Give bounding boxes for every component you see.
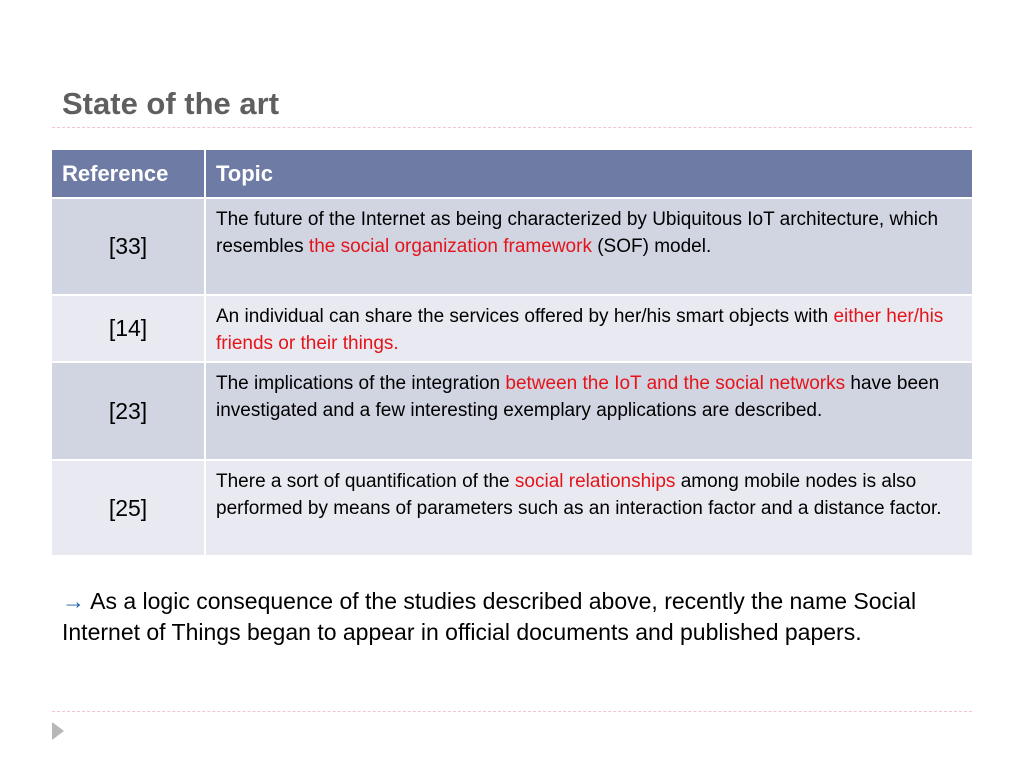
state-of-art-table bbox=[52, 150, 972, 557]
reference-cell: [25] bbox=[52, 460, 205, 556]
topic-cell bbox=[205, 362, 972, 460]
title-divider bbox=[52, 127, 972, 128]
topic-highlight: either her/his friends or their things. bbox=[216, 306, 944, 354]
reference-cell: [33] bbox=[52, 198, 205, 295]
reference-cell: [14] bbox=[52, 295, 205, 362]
arrow-icon: → bbox=[62, 588, 85, 614]
table-row bbox=[52, 460, 972, 556]
footer-divider bbox=[52, 711, 972, 712]
topic-cell bbox=[205, 295, 972, 362]
table-row bbox=[52, 198, 972, 295]
topic-cell bbox=[205, 460, 972, 556]
topic-highlight: social relationships bbox=[514, 471, 676, 492]
reference-cell: [23] bbox=[52, 362, 205, 460]
topic-text: The future of the Internet as being characterized by Ubiquitous IoT architecture, which resembles bbox=[216, 209, 939, 257]
conclusion-text: As a logic consequence of the studies described above, recently the name Social Internet of Things began to appear in official documents and published papers. bbox=[62, 588, 917, 645]
conclusion-paragraph bbox=[62, 586, 962, 648]
topic-text: have been investigated and a few interesting exemplary applications are described. bbox=[216, 373, 940, 421]
topic-text: among mobile nodes is also performed by means of parameters such as an interaction factor and a distance factor. bbox=[216, 471, 942, 519]
table-row bbox=[52, 362, 972, 460]
column-header-reference: Reference bbox=[52, 150, 205, 198]
topic-text: The implications of the integration bbox=[216, 373, 506, 394]
topic-text: An individual can share the services offered by her/his smart objects with bbox=[216, 306, 834, 327]
table-row bbox=[52, 295, 972, 362]
table-header-row bbox=[52, 150, 972, 198]
column-header-topic: Topic bbox=[205, 150, 972, 198]
topic-highlight: between the IoT and the social networks bbox=[505, 373, 846, 394]
triangle-bullet-icon bbox=[52, 722, 64, 740]
topic-cell bbox=[205, 198, 972, 295]
slide-title: State of the art bbox=[62, 86, 280, 121]
topic-highlight: the social organization framework bbox=[308, 236, 592, 257]
topic-text: There a sort of quantification of the bbox=[216, 471, 515, 492]
topic-text: (SOF) model. bbox=[591, 236, 712, 257]
